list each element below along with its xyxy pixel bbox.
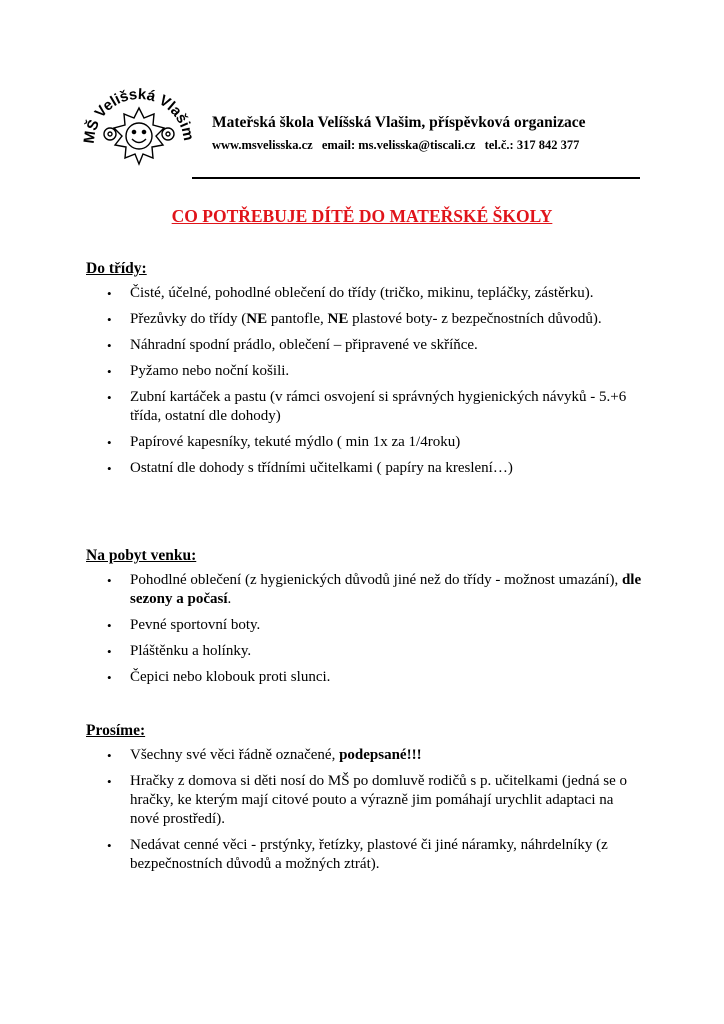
item-text: plastové boty- z bezpečnostních důvodů). bbox=[348, 311, 602, 327]
list-item bbox=[86, 616, 646, 635]
item-text: Hračky z domova si děti nosí do MŠ po domluvě rodičů s p. učitelkami (jedná se o hračky, ke kterým mají citové pouto a výrazně jim pomáhají urychlit adaptaci na nové prostředí). bbox=[130, 773, 627, 827]
list-item bbox=[86, 284, 646, 303]
item-text: Ostatní dle dohody s třídními učitelkami ( papíry na kreslení…) bbox=[130, 460, 513, 476]
list-item bbox=[86, 746, 646, 765]
logo-text: MŠ Velišská Vlašim bbox=[80, 85, 198, 145]
item-text: Čepici nebo klobouk proti slunci. bbox=[130, 669, 331, 685]
item-text: Pevné sportovní boty. bbox=[130, 617, 261, 633]
section-prosime bbox=[86, 722, 646, 881]
list-item bbox=[86, 433, 646, 452]
item-text: Zubní kartáček a pastu (v rámci osvojení si správných hygienických návyků - 5.+6 třída, ostatní dle dohody) bbox=[130, 389, 627, 424]
section-do-tridy bbox=[86, 260, 646, 485]
item-text: Všechny své věci řádně označené, bbox=[130, 747, 340, 763]
list-item bbox=[86, 310, 646, 329]
item-text: Přezůvky do třídy ( bbox=[130, 311, 247, 327]
phone-text: tel.č.: 317 842 377 bbox=[484, 138, 580, 152]
list-item bbox=[86, 571, 646, 609]
section-heading: Prosíme: bbox=[86, 722, 146, 739]
header-divider bbox=[192, 177, 640, 179]
section-heading: Do třídy: bbox=[86, 260, 147, 277]
section-pobyt-venku bbox=[86, 547, 646, 694]
website-link[interactable]: www.msvelisska.cz bbox=[212, 138, 313, 152]
item-list bbox=[86, 571, 646, 687]
item-text: Čisté, účelné, pohodlné oblečení do třídy (tričko, mikinu, tepláčky, zástěrku). bbox=[130, 285, 594, 301]
item-text: Papírové kapesníky, tekuté mýdlo ( min 1x za 1/4roku) bbox=[130, 434, 461, 450]
organization-name: Mateřská škola Velíšská Vlašim, příspěvková organizace bbox=[212, 114, 586, 131]
item-text: . bbox=[227, 591, 232, 607]
item-text: Pyžamo nebo noční košili. bbox=[130, 363, 290, 379]
school-logo bbox=[80, 74, 198, 192]
item-text: Pláštěnku a holínky. bbox=[130, 643, 252, 659]
list-item bbox=[86, 836, 646, 874]
list-item bbox=[86, 388, 646, 426]
contact-line bbox=[212, 138, 579, 153]
page-title: CO POTŘEBUJE DÍTĚ DO MATEŘSKÉ ŠKOLY bbox=[171, 206, 553, 226]
list-item bbox=[86, 772, 646, 829]
emphasis-text: podepsané!!! bbox=[339, 747, 422, 763]
svg-text:MŠ Velišská Vlašim bbox=[81, 86, 197, 145]
item-list bbox=[86, 746, 646, 874]
list-item bbox=[86, 668, 646, 687]
email-text[interactable]: email: ms.velisska@tiscali.cz bbox=[321, 138, 476, 152]
item-text: pantofle, bbox=[267, 311, 328, 327]
item-text: Pohodlné oblečení (z hygienických důvodů jiné než do třídy - možnost umazání), bbox=[130, 572, 622, 588]
item-text: Nedávat cenné věci - prstýnky, řetízky, plastové či jiné náramky, náhrdelníky (z bezpečnostních důvodů a možných ztrát). bbox=[130, 837, 608, 872]
list-item bbox=[86, 642, 646, 661]
item-list bbox=[86, 284, 646, 478]
emphasis-text: NE bbox=[327, 311, 349, 327]
list-item bbox=[86, 459, 646, 478]
section-heading: Na pobyt venku: bbox=[86, 547, 197, 564]
emphasis-text: NE bbox=[246, 311, 268, 327]
item-text: Náhradní spodní prádlo, oblečení – připravené ve skříňce. bbox=[130, 337, 478, 353]
emphasis-text: dle sezony a počasí bbox=[130, 572, 642, 607]
list-item bbox=[86, 362, 646, 381]
list-item bbox=[86, 336, 646, 355]
